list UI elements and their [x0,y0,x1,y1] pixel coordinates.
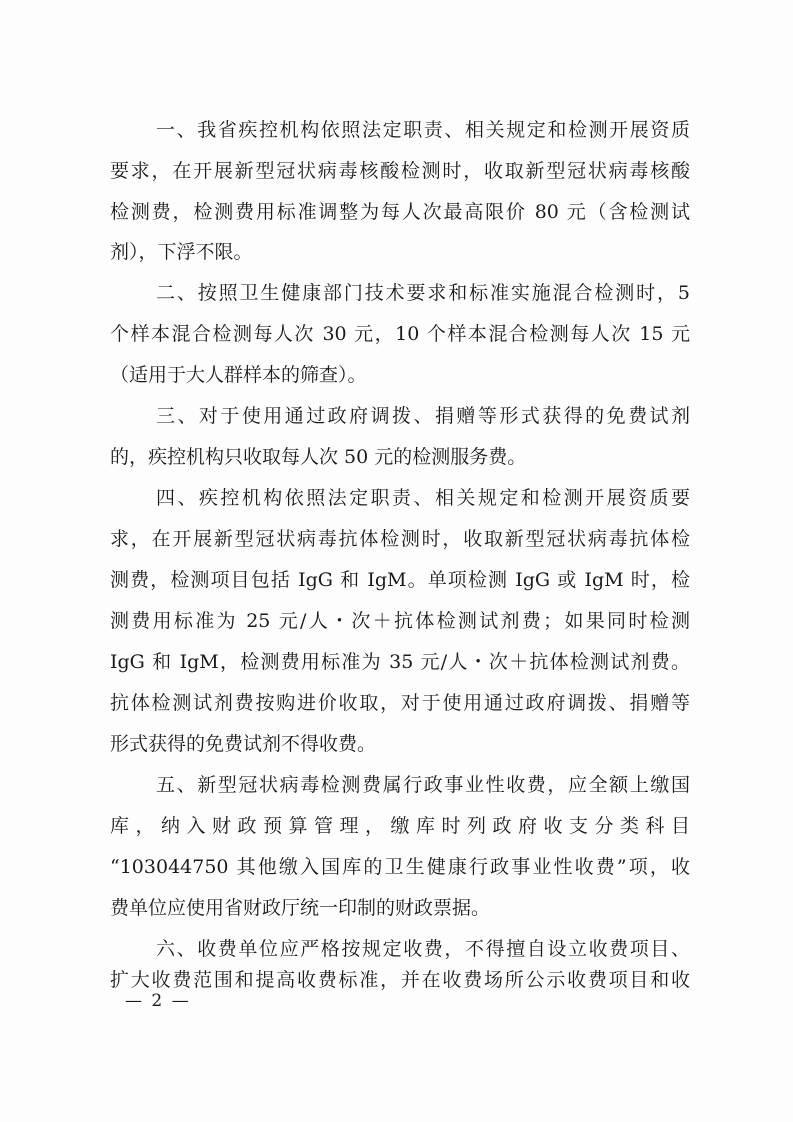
paragraph-5-line-1: 五、新型冠状病毒检测费属行政事业性收费，应全额上缴国 [156,774,690,796]
page-number: — 2 — [125,991,191,1011]
paragraph-2-line-1: 二、按照卫生健康部门技术要求和标准实施混合检测时，5 [156,282,690,304]
paragraph-4-line-5: IgG 和 IgM，检测费用标准为 35 元/人・次＋抗体检测试剂费。 [110,651,690,673]
paragraph-6-line-1: 六、收费单位应严格按规定收费，不得擅自设立收费项目、 [156,938,690,960]
paragraph-2-line-3: （适用于大人群样本的筛查）。 [110,364,367,386]
paragraph-3-line-2: 的，疾控机构只收取每人次 50 元的检测服务费。 [110,446,527,468]
paragraph-6-line-2: 扩大收费范围和提高收费标准，并在收费场所公示收费项目和收 [110,969,690,991]
paragraph-1-line-2: 要求，在开展新型冠状病毒核酸检测时，收取新型冠状病毒核酸 [110,160,690,182]
paragraph-4-line-2: 求，在开展新型冠状病毒抗体检测时，收取新型冠状病毒抗体检 [110,528,690,550]
paragraph-4-line-1: 四、疾控机构依照法定职责、相关规定和检测开展资质要 [156,487,690,509]
paragraph-5-line-2: 库，纳入财政预算管理，缴库时列政府收支分类科目 [110,815,690,837]
paragraph-1-line-3: 检测费，检测费用标准调整为每人次最高限价 80 元（含检测试 [110,201,690,223]
paragraph-2-line-2: 个样本混合检测每人次 30 元，10 个样本混合检测每人次 15 元 [110,323,690,345]
paragraph-3-line-1: 三、对于使用通过政府调拨、捐赠等形式获得的免费试剂 [156,405,690,427]
paragraph-4-line-6: 抗体检测试剂费按购进价收取，对于使用通过政府调拨、捐赠等 [110,692,690,714]
paragraph-1-line-1: 一、我省疾控机构依照法定职责、相关规定和检测开展资质 [156,119,690,141]
paragraph-5-line-3: “103044750 其他缴入国库的卫生健康行政事业性收费”项，收 [110,856,690,878]
paragraph-1-line-4: 剂），下浮不限。 [110,241,253,263]
paragraph-4-line-3: 测费，检测项目包括 IgG 和 IgM。单项检测 IgG 或 IgM 时，检 [110,569,690,591]
paragraph-4-line-7: 形式获得的免费试剂不得收费。 [110,733,377,755]
paragraph-4-line-4: 测费用标准为 25 元/人・次＋抗体检测试剂费；如果同时检测 [110,610,690,632]
paragraph-5-line-4: 费单位应使用省财政厅统一印制的财政票据。 [110,897,491,919]
